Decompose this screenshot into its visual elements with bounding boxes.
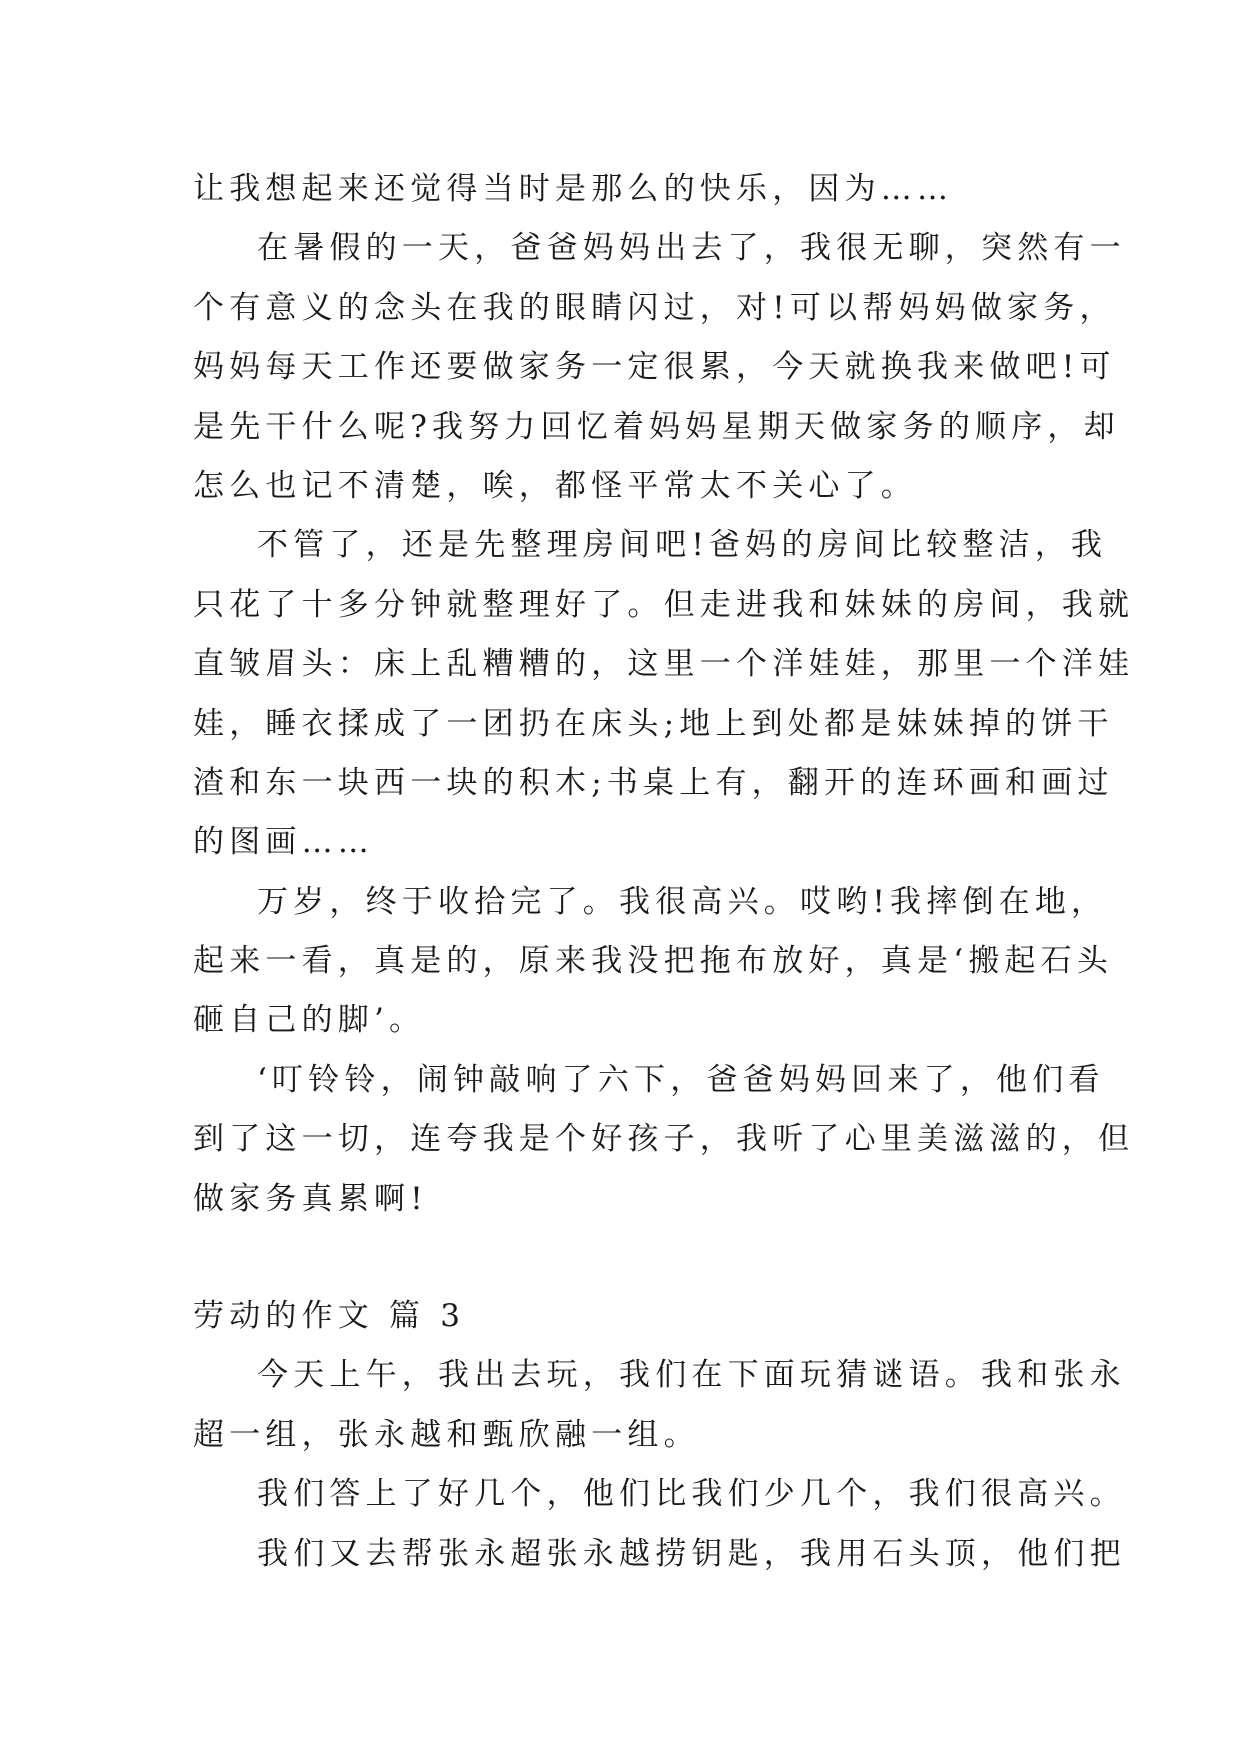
text-line: 不管了，还是先整理房间吧!爸妈的房间比较整洁，我	[257, 527, 1108, 564]
text-line: 今天上午，我出去玩，我们在下面玩猜谜语。我和张永	[257, 1357, 1126, 1394]
text-line: 起来一看，真是的，原来我没把拖布放好，真是‘搬起石头	[193, 943, 1114, 980]
text-line: 劳动的作文 篇 3	[193, 1298, 466, 1335]
text-line: 在暑假的一天，爸爸妈妈出去了，我很无聊，突然有一	[257, 230, 1126, 267]
essay-text	[193, 160, 1135, 1584]
text-line: 超一组，张永越和甄欣融一组。	[193, 1416, 700, 1453]
text-line: 到了这一切，连夸我是个好孩子，我听了心里美滋滋的，但	[193, 1121, 1135, 1158]
text-line: 娃，睡衣揉成了一团扔在床头;地上到处都是妹妹掉的饼干	[193, 705, 1114, 742]
text-line: 渣和东一块西一块的积木;书桌上有，翻开的连环画和画过	[193, 764, 1114, 801]
text-line: 的图画……	[193, 824, 374, 861]
text-line: 个有意义的念头在我的眼睛闪过，对!可以帮妈妈做家务，	[193, 289, 1116, 326]
text-line: 我们又去帮张永超张永越捞钥匙，我用石头顶，他们把	[257, 1535, 1126, 1572]
text-line: 是先干什么呢?我努力回忆着妈妈星期天做家务的顺序，却	[193, 408, 1120, 445]
text-line: 让我想起来还觉得当时是那么的快乐，因为……	[193, 171, 954, 207]
section-gap	[193, 1229, 1063, 1287]
text-line: 妈妈每天工作还要做家务一定很累，今天就换我来做吧!可	[193, 349, 1116, 386]
text-line: 怎么也记不清楚，唉，都怪平常太不关心了。	[193, 467, 917, 504]
text-line: 砸自己的脚’。	[193, 1002, 426, 1039]
text-line: ‘叮铃铃，闹钟敲响了六下，爸爸妈妈回来了，他们看	[257, 1061, 1105, 1098]
text-line: 做家务真累啊!	[193, 1180, 428, 1217]
text-line: 我们答上了好几个，他们比我们少几个，我们很高兴。	[257, 1476, 1126, 1513]
text-line: 直皱眉头：床上乱糟糟的，这里一个洋娃娃，那里一个洋娃	[193, 646, 1135, 683]
text-line: 只花了十多分钟就整理好了。但走进我和妹妹的房间，我就	[193, 586, 1135, 623]
text-line: 万岁，终于收拾完了。我很高兴。哎哟!我摔倒在地，	[257, 883, 1108, 920]
